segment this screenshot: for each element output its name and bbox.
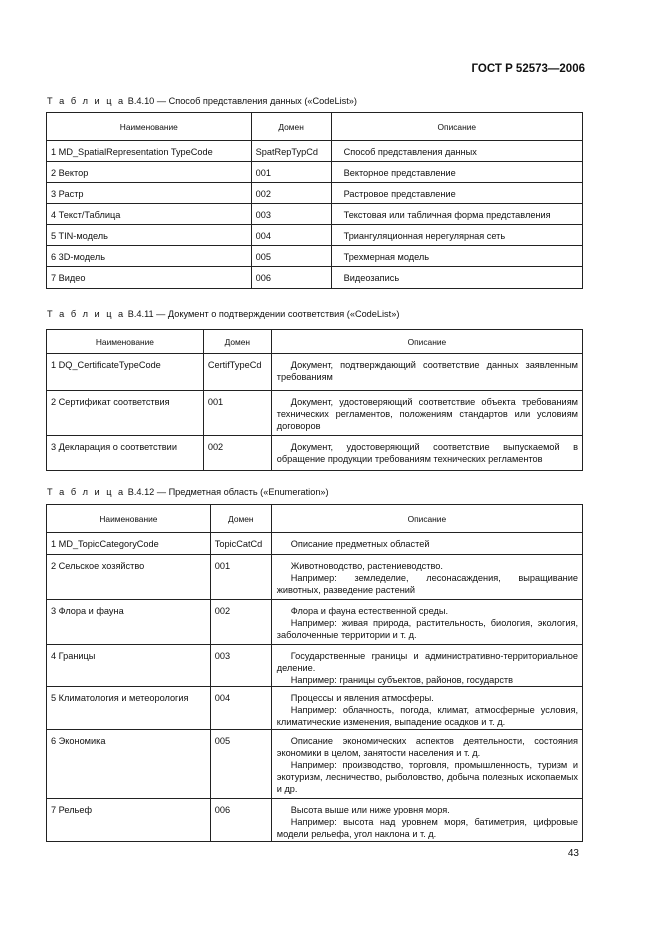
name-cell: 7 Видео bbox=[47, 267, 252, 289]
table-row bbox=[47, 555, 583, 600]
description-cell: Триангуляционная нерегулярная сеть bbox=[331, 225, 582, 246]
description-paragraph: Например: границы субъектов, районов, государств bbox=[290, 675, 514, 685]
name-cell: 3 Декларация о соответствии bbox=[47, 436, 204, 471]
domain-cell: CertifTypeCd bbox=[203, 354, 271, 391]
description-cell bbox=[271, 555, 582, 600]
table-row bbox=[47, 799, 583, 842]
description-cell bbox=[271, 600, 582, 645]
description-paragraph: Документ, удостоверяющий соответствие объекта требованиям технических регламентов, положениям стандартов или условиям договоров bbox=[276, 397, 578, 431]
domain-cell: SpatRepTypCd bbox=[251, 141, 331, 162]
domain-cell: 002 bbox=[251, 183, 331, 204]
column-header: Описание bbox=[271, 330, 582, 354]
description-cell: Растровое представление bbox=[331, 183, 582, 204]
table-row bbox=[47, 687, 583, 730]
table-b4-11 bbox=[46, 329, 583, 471]
description-paragraph: Документ, подтверждающий соответствие данных заявленным требованиям bbox=[276, 360, 578, 382]
column-header: Домен bbox=[251, 113, 331, 141]
domain-cell: 001 bbox=[210, 555, 271, 600]
name-cell: 5 Климатология и метеорология bbox=[47, 687, 211, 730]
table-row bbox=[47, 730, 583, 799]
domain-cell: 004 bbox=[210, 687, 271, 730]
domain-cell: 005 bbox=[210, 730, 271, 799]
description-cell bbox=[271, 391, 582, 436]
description-paragraph: Животноводство, растениеводство. bbox=[290, 561, 443, 571]
description-paragraph: Например: высота над уровнем моря, батиметрия, цифровые модели рельефа, угол наклона и т. д. bbox=[276, 817, 578, 839]
table-caption: Т а б л и ц а B.4.12 — Предметная область («Enumeration») bbox=[47, 487, 329, 497]
domain-cell: 006 bbox=[251, 267, 331, 289]
description-cell: Векторное представление bbox=[331, 162, 582, 183]
description-paragraph: Например: производство, торговля, промышленность, туризм и экотуризм, лесничество, рыболовство, добыча полезных ископаемых и др. bbox=[276, 760, 578, 794]
name-cell: 3 Флора и фауна bbox=[47, 600, 211, 645]
table-row bbox=[47, 354, 583, 391]
column-header: Описание bbox=[271, 505, 582, 533]
domain-cell: 005 bbox=[251, 246, 331, 267]
table-row bbox=[47, 600, 583, 645]
domain-cell: 006 bbox=[210, 799, 271, 842]
table-row bbox=[47, 246, 583, 267]
table-row bbox=[47, 391, 583, 436]
description-cell bbox=[271, 645, 582, 687]
domain-cell: 003 bbox=[210, 645, 271, 687]
page-number: 43 bbox=[567, 848, 579, 859]
name-cell: 4 Границы bbox=[47, 645, 211, 687]
column-header: Наименование bbox=[47, 505, 211, 533]
name-cell: 4 Текст/Таблица bbox=[47, 204, 252, 225]
table-row bbox=[47, 204, 583, 225]
column-header: Описание bbox=[331, 113, 582, 141]
name-cell: 1 MD_TopicCategoryCode bbox=[47, 533, 211, 555]
description-paragraph: Описание предметных областей bbox=[290, 539, 430, 549]
name-cell: 7 Рельеф bbox=[47, 799, 211, 842]
description-cell bbox=[271, 799, 582, 842]
name-cell: 6 Экономика bbox=[47, 730, 211, 799]
domain-cell: 001 bbox=[203, 391, 271, 436]
table-row bbox=[47, 225, 583, 246]
description-cell: Трехмерная модель bbox=[331, 246, 582, 267]
name-cell: 3 Растр bbox=[47, 183, 252, 204]
name-cell: 2 Сельское хозяйство bbox=[47, 555, 211, 600]
table-row bbox=[47, 436, 583, 471]
description-paragraph: Процессы и явления атмосферы. bbox=[290, 693, 434, 703]
description-paragraph: Например: земледелие, лесонасаждения, выращивание животных, разведение растений bbox=[276, 573, 578, 595]
description-cell bbox=[271, 354, 582, 391]
domain-cell: 002 bbox=[203, 436, 271, 471]
name-cell: 2 Вектор bbox=[47, 162, 252, 183]
table-b4-10 bbox=[46, 112, 583, 289]
name-cell: 1 DQ_CertificateTypeCode bbox=[47, 354, 204, 391]
column-header: Домен bbox=[203, 330, 271, 354]
table-row bbox=[47, 645, 583, 687]
table-b4-12 bbox=[46, 504, 583, 842]
domain-cell: 004 bbox=[251, 225, 331, 246]
name-cell: 1 MD_SpatialRepresentation TypeCode bbox=[47, 141, 252, 162]
domain-cell: 003 bbox=[251, 204, 331, 225]
table-caption: Т а б л и ц а B.4.11 — Документ о подтверждении соответствия («CodeList») bbox=[47, 309, 400, 319]
description-paragraph: Флора и фауна естественной среды. bbox=[290, 606, 449, 616]
description-cell: Видеозапись bbox=[331, 267, 582, 289]
standard-number: ГОСТ Р 52573—2006 bbox=[471, 63, 585, 75]
description-paragraph: Документ, удостоверяющий соответствие выпускаемой в обращение продукции требованиям технических регламентов bbox=[276, 442, 578, 464]
column-header: Наименование bbox=[47, 113, 252, 141]
column-header: Домен bbox=[210, 505, 271, 533]
description-cell bbox=[271, 436, 582, 471]
table-row bbox=[47, 162, 583, 183]
domain-cell: 002 bbox=[210, 600, 271, 645]
table-row bbox=[47, 533, 583, 555]
description-cell bbox=[271, 730, 582, 799]
description-cell: Текстовая или табличная форма представления bbox=[331, 204, 582, 225]
name-cell: 6 3D-модель bbox=[47, 246, 252, 267]
domain-cell: 001 bbox=[251, 162, 331, 183]
description-paragraph: Описание экономических аспектов деятельности, состояния экономики в целом, занятости населения и т. д. bbox=[276, 736, 578, 758]
table-row bbox=[47, 267, 583, 289]
name-cell: 2 Сертификат соответствия bbox=[47, 391, 204, 436]
table-caption: Т а б л и ц а B.4.10 — Способ представления данных («CodeList») bbox=[47, 96, 357, 106]
domain-cell: TopicCatCd bbox=[210, 533, 271, 555]
description-paragraph: Высота выше или ниже уровня моря. bbox=[290, 805, 450, 815]
table-row bbox=[47, 183, 583, 204]
column-header: Наименование bbox=[47, 330, 204, 354]
description-paragraph: Например: облачность, погода, климат, атмосферные условия, климатические изменения, выпадение осадков и т. д. bbox=[276, 705, 578, 727]
description-cell: Способ представления данных bbox=[331, 141, 582, 162]
description-paragraph: Государственные границы и административно-территориальное деление. bbox=[276, 651, 578, 673]
description-paragraph: Например: живая природа, растительность, биология, экология, заболоченные территории и т. д. bbox=[276, 618, 578, 640]
description-cell bbox=[271, 533, 582, 555]
table-row bbox=[47, 141, 583, 162]
description-cell bbox=[271, 687, 582, 730]
name-cell: 5 TIN-модель bbox=[47, 225, 252, 246]
